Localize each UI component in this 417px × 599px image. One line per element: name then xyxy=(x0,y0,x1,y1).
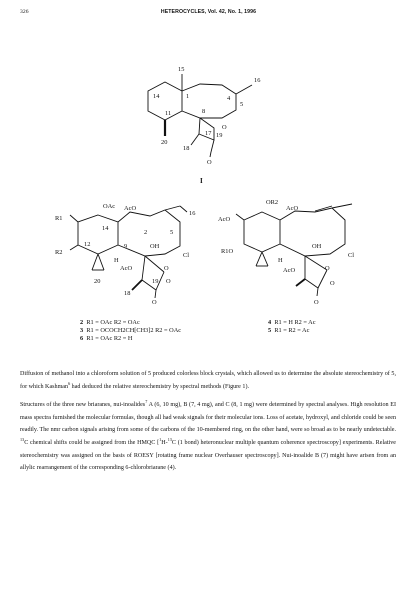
atom-label: 14 xyxy=(153,93,160,100)
atom-label: Cl xyxy=(348,252,355,259)
structure-left-labels xyxy=(55,203,195,306)
atom-label: O xyxy=(314,299,319,306)
atom-label: AcO xyxy=(286,205,299,212)
page-number: 326 xyxy=(20,9,29,15)
atom-label: AcO xyxy=(124,205,137,212)
atom-label: AcO xyxy=(120,265,133,272)
compound-label-I: I xyxy=(200,177,203,185)
atom-label: 19 xyxy=(152,278,159,285)
atom-label: 9 xyxy=(124,243,128,250)
legend-item: 6 R1 = OAc R2 = H xyxy=(80,335,133,342)
legend-right xyxy=(268,319,316,335)
atom-label: O xyxy=(222,124,227,131)
atom-label: R1O xyxy=(221,248,234,255)
atom-label: 15 xyxy=(178,66,185,73)
legend-left xyxy=(80,319,181,343)
atom-label: O xyxy=(166,278,171,285)
atom-label: 18 xyxy=(183,145,190,152)
atom-label: Cl xyxy=(183,252,190,259)
atom-label: 8 xyxy=(202,108,206,115)
paragraph: Structures of the three new briaranes, nui-inoalides$^7$ A (6, 10 mg), B (7, 4 mg), and C (8, 1 mg) were determined by spectral analyses. High resolution EI mass spectra furnished the molecular formulas, though all had weak signals for their molecular ions. Loss of acetate, hydroxyl, and chloride could be seen readily. The nmr carbon signals arising from some of the carbons of the 10-membered ring, on the other hand, were so broad as to be nearly undetectable. $^{13}$C chemical shifts could be assigned from the HMQC [$^1$H-$^{13}$C (1 bond) heteronuclear multiple quantum coherence spectroscopy] experiments. Relative stereochemistry was assigned on the basis of ROESY [rotating frame nuclear Overhauser spectroscopy]. Nui-inoalide B (7) might have arisen from an allylic rearrangement of the corresponding 6-chlorobriarane (4). xyxy=(20,399,396,472)
atom-label: OH xyxy=(150,243,160,250)
atom-label: OAc xyxy=(103,203,116,210)
paragraph: Diffusion of methanol into a chloroform solution of 5 produced colorless block crystals, which allowed us to determine the absolute stereochemistry of 5, for which Kashman$^6$ had deduced the relative stereochemistry by spectral methods (Figure 1). xyxy=(20,371,396,390)
structure-right-labels xyxy=(218,199,354,306)
atom-label: 17 xyxy=(205,130,212,137)
atom-label: 12 xyxy=(84,241,91,248)
atom-label: H xyxy=(278,257,283,264)
atom-label: 2 xyxy=(144,229,148,236)
atom-label: R1 xyxy=(55,215,63,222)
legend-item: 4 R1 = H R2 = Ac xyxy=(268,319,316,326)
atom-label: OH xyxy=(312,243,322,250)
atom-label: 4 xyxy=(227,95,231,102)
atom-label: 20 xyxy=(161,139,168,146)
legend-item: 2 R1 = OAc R2 = OAc xyxy=(80,319,140,326)
atom-label: OR2 xyxy=(266,199,279,206)
journal-title: HETEROCYCLES, Vol. 42, No. 1, 1996 xyxy=(160,9,257,15)
atom-label: O xyxy=(152,299,157,306)
atom-label: R2 xyxy=(55,249,63,256)
legend-item: 5 R1 = R2 = Ac xyxy=(268,327,310,334)
atom-label: 18 xyxy=(124,290,131,297)
atom-label: H xyxy=(114,257,119,264)
legend-item: 3 R1 = OCOCH2CH[CH3]2 R2 = OAc xyxy=(80,327,182,334)
atom-label: AcO xyxy=(283,267,296,274)
body-text xyxy=(20,368,396,481)
atom-label: 14 xyxy=(102,225,109,232)
atom-label: 20 xyxy=(94,278,101,285)
atom-label: AcO xyxy=(218,216,231,223)
atom-label: 19 xyxy=(216,132,223,139)
atom-label: 5 xyxy=(240,101,244,108)
atom-label: O xyxy=(207,159,212,166)
atom-label: 11 xyxy=(165,110,172,117)
atom-label: O xyxy=(164,265,169,272)
atom-label: O xyxy=(330,280,335,287)
atom-label: 5 xyxy=(170,229,174,236)
atom-label: 1 xyxy=(186,93,190,100)
atom-label: 16 xyxy=(254,77,261,84)
atom-label: 16 xyxy=(189,210,196,217)
atom-label: O xyxy=(325,265,330,272)
